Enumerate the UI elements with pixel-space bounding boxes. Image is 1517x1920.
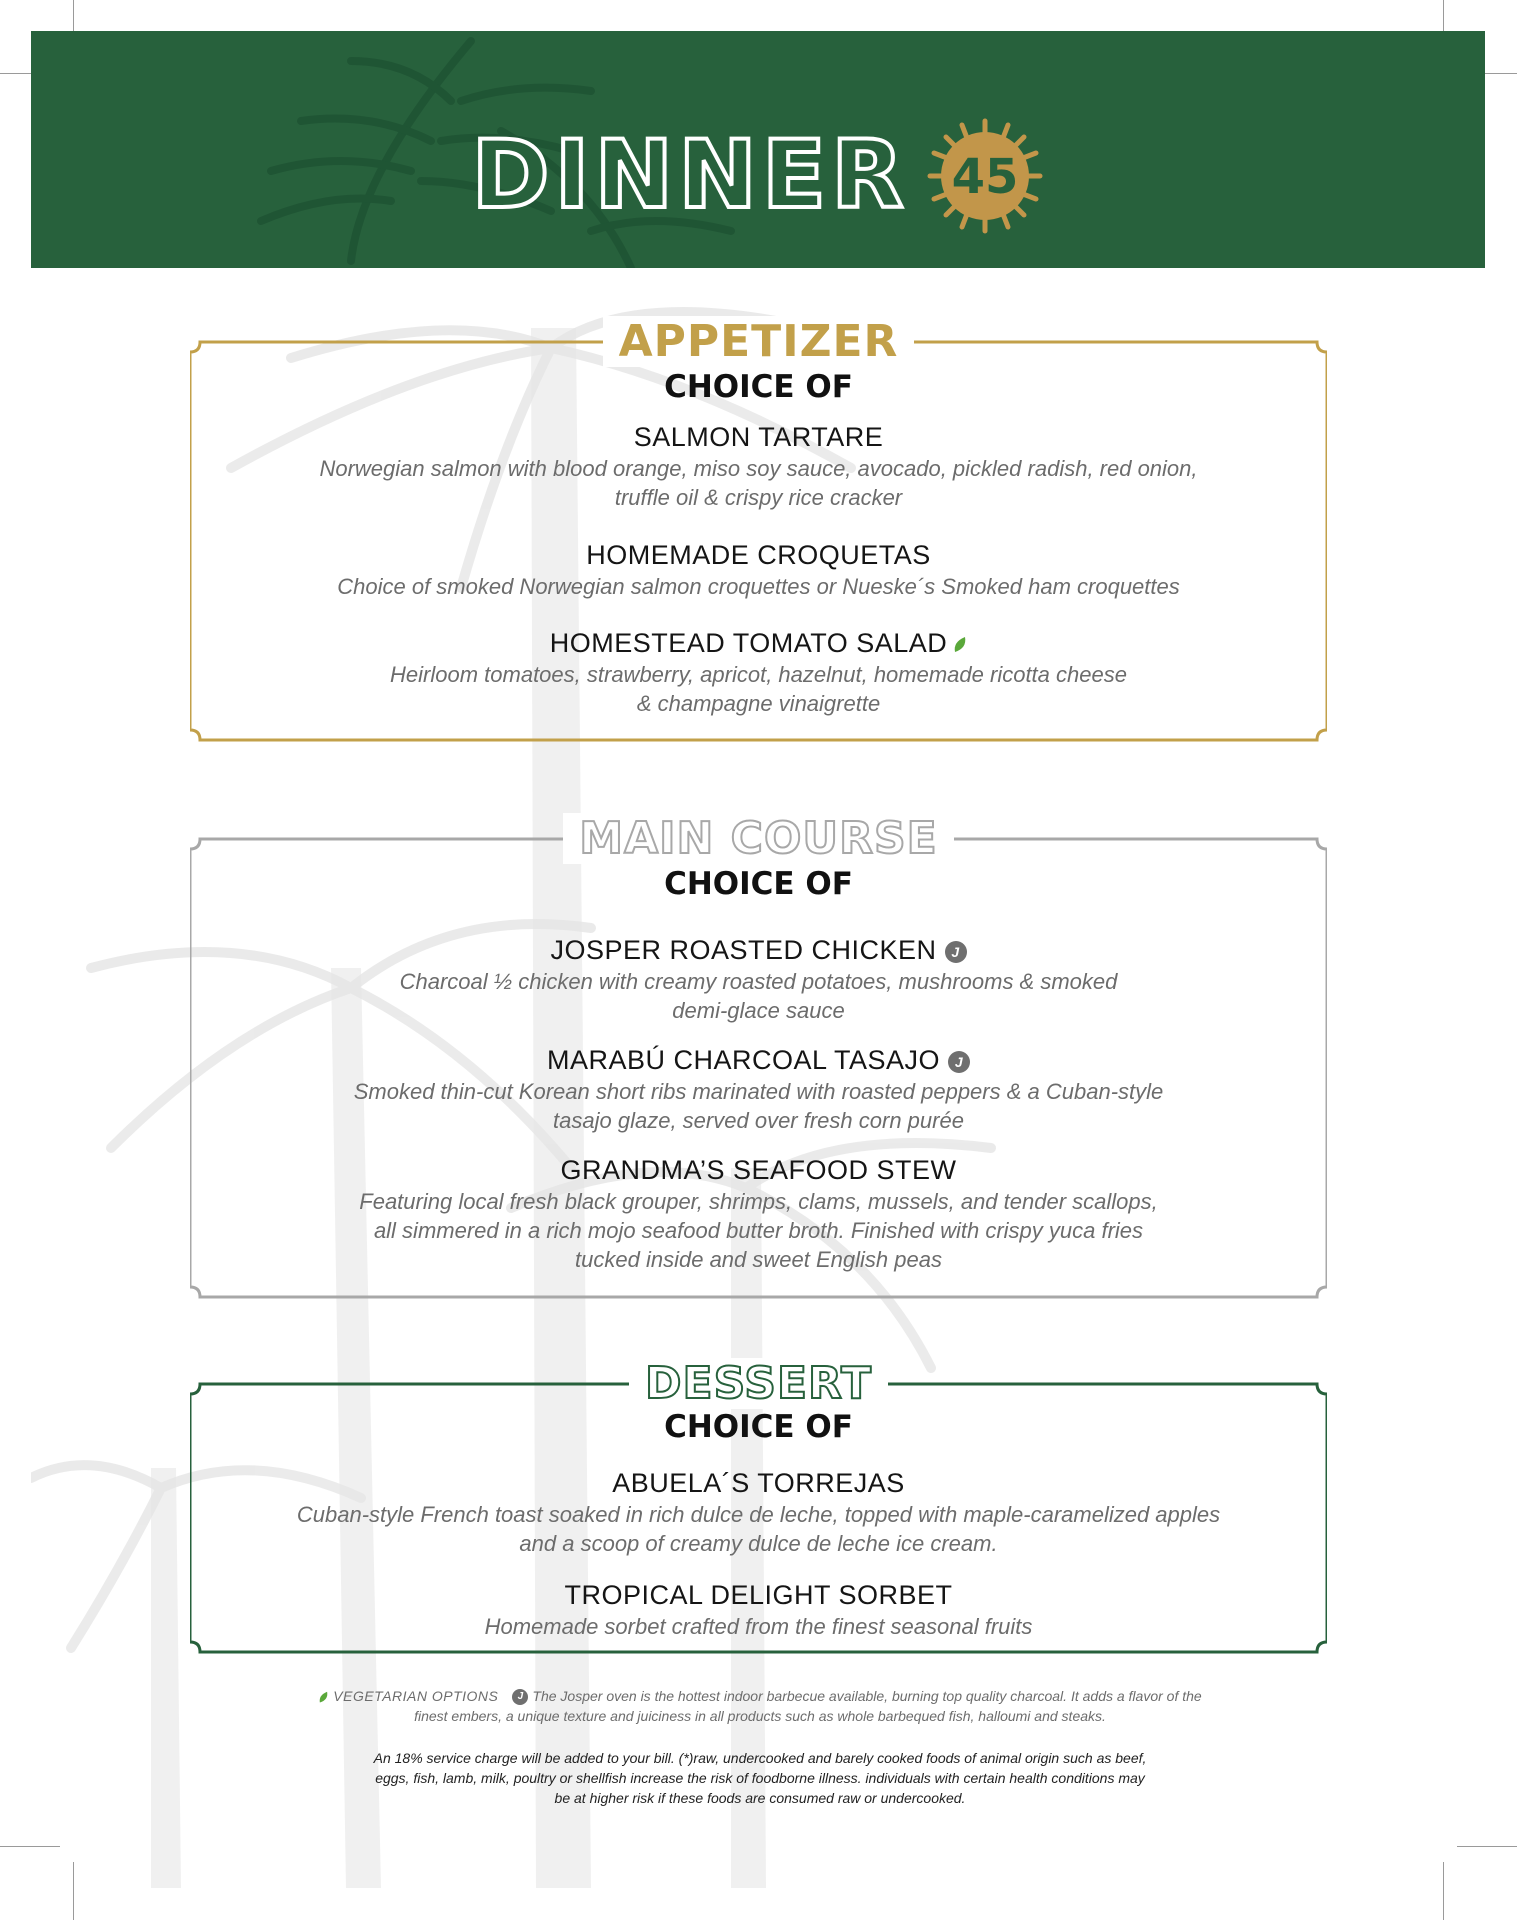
badge-number: 45: [952, 149, 1019, 205]
dessert-section: [190, 1360, 1327, 1670]
josper-note: finest embers, a unique texture and juiciness in all products such as whole barbequed fish, halloumi and steaks.: [414, 1708, 1106, 1724]
section-subtitle: CHOICE OF: [664, 1409, 853, 1445]
josper-note: The Josper oven is the hottest indoor barbecue available, burning top quality charcoal. It adds a flavor of the: [532, 1688, 1202, 1704]
item-name: HOMEMADE CROQUETAS: [586, 540, 931, 570]
josper-oven-icon: J: [948, 1051, 970, 1073]
disclaimer: An 18% service charge will be added to your bill. (*)raw, undercooked and barely cooked foods of animal origin such as beef, eggs, fish, lamb, milk, poultry or shellfish increase the risk of foodborne illness. individuals with certain health conditions may be at higher risk if these foods are consumed raw or undercooked.: [373, 1750, 1147, 1806]
vegetarian-leaf-icon: [953, 636, 967, 654]
menu-item: [190, 1045, 1327, 1135]
menu-item: [190, 540, 1327, 601]
josper-oven-icon: J: [512, 1689, 528, 1705]
menu-item: [190, 1580, 1327, 1641]
section-title: APPETIZER: [190, 320, 1327, 364]
item-description: Charcoal ½ chicken with creamy roasted potatoes, mushrooms & smoked demi-glace sauce: [399, 969, 1118, 1023]
item-description: Heirloom tomatoes, strawberry, apricot, hazelnut, homemade ricotta cheese & champagne vinaigrette: [390, 662, 1127, 716]
section-title: MAIN COURSE: [190, 817, 1327, 861]
item-name: SALMON TARTARE: [633, 422, 884, 452]
menu-item: [190, 422, 1327, 512]
vegetarian-leaf-icon: [318, 1691, 329, 1704]
footer-notes: [240, 1686, 1280, 1808]
menu-title: DINNER: [471, 121, 909, 230]
item-name: ABUELA´S TORREJAS: [612, 1468, 905, 1498]
section-title: DESSERT: [190, 1362, 1327, 1406]
item-name: TROPICAL DELIGHT SORBET: [564, 1580, 953, 1610]
header-banner: [31, 31, 1485, 268]
45-badge-icon: [926, 117, 1044, 235]
item-description: Homemade sorbet crafted from the finest seasonal fruits: [484, 1614, 1033, 1639]
item-name: GRANDMA’S SEAFOOD STEW: [560, 1155, 957, 1185]
item-description: Cuban-style French toast soaked in rich dulce de leche, topped with maple-caramelized apples and a scoop of creamy dulce de leche ice cream.: [296, 1502, 1221, 1556]
menu-item: [190, 1468, 1327, 1558]
vegetarian-label: VEGETARIAN OPTIONS: [333, 1688, 499, 1704]
section-subtitle: CHOICE OF: [664, 866, 853, 902]
item-description: Choice of smoked Norwegian salmon croquettes or Nueske´s Smoked ham croquettes: [337, 574, 1180, 599]
legend: [240, 1686, 1280, 1726]
item-name: HOMESTEAD TOMATO SALAD: [190, 628, 1327, 658]
item-description: Smoked thin-cut Korean short ribs marinated with roasted peppers & a Cuban-style tasajo glaze, served over fresh corn purée: [353, 1079, 1164, 1133]
item-name: MARABÚ CHARCOAL TASAJO J: [190, 1045, 1327, 1075]
main-course-section: [190, 815, 1327, 1315]
menu-item: [190, 628, 1327, 718]
menu-item: [190, 935, 1327, 1025]
menu-item: [190, 1155, 1327, 1274]
section-subtitle: CHOICE OF: [664, 369, 853, 405]
item-description: Featuring local fresh black grouper, shrimps, clams, mussels, and tender scallops, all simmered in a rich mojo seafood butter broth. Finished with crispy yuca fries tucked inside and sweet English peas: [359, 1189, 1158, 1272]
item-description: Norwegian salmon with blood orange, miso soy sauce, avocado, pickled radish, red onion, truffle oil & crispy rice cracker: [319, 456, 1198, 510]
appetizer-section: [190, 318, 1327, 758]
item-name: JOSPER ROASTED CHICKEN J: [190, 935, 1327, 965]
josper-oven-icon: J: [945, 941, 967, 963]
